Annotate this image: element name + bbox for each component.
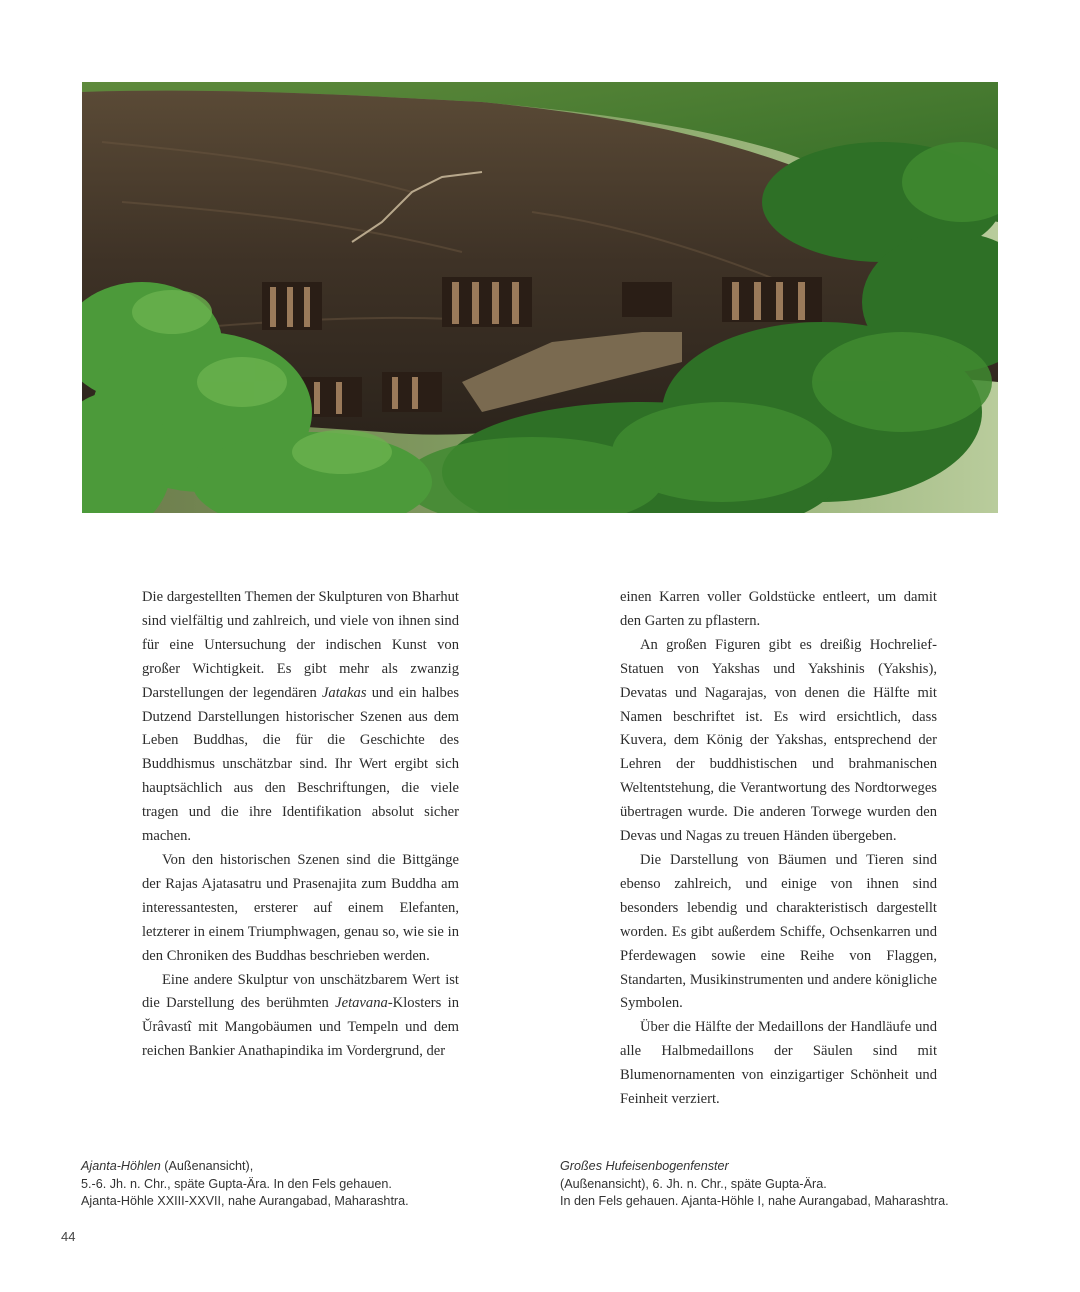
page-number: 44 [61, 1229, 76, 1244]
caption-title: Großes Hufeisenbogenfenster [560, 1159, 729, 1173]
body-text-right-column [620, 586, 937, 1112]
paragraph: Die dargestellten Themen der Skulpturen von Bharhut sind vielfältig und zahlreich, und viele von ihnen sind für eine Untersuchung der indischen Kunst von großer Wichtigkeit. Es gibt mehr als zwanzig Darstellungen der legendären Jatakas und ein halbes Dutzend Darstellungen historischer Szenen aus dem Leben Buddhas, die für die Geschichte des Buddhismus unschätzbar sind. Ihr Wert ergibt sich hauptsächlich aus den Beschriftungen, die viele tragen und die ihre Identifikation absolut sicher machen. [142, 589, 459, 845]
paragraph: Die Darstellung von Bäumen und Tieren sind ebenso zahlreich, und einige von ihnen sind besonders lebendig und charakteristisch dargestellt worden. Es gibt außerdem Schiffe, Ochsenkarren und Pferdewagen sowie eine Reihe von Flaggen, Standarten, Musikinstrumenten und andere königliche Symbolen. [620, 851, 937, 1012]
paragraph: Eine andere Skulptur von unschätzbarem Wert ist die Darstellung des berühmten Jetavana-Klosters in Ŭrâvastî mit Mangobäumen und Tempeln und dem reichen Bankier Anathapindika im Vordergrund, der [142, 971, 459, 1060]
caption-left: Ajanta-Höhlen (Außenansicht), 5.-6. Jh. n. Chr., späte Gupta-Ära. In den Fels gehauen. Ajanta-Höhle XXIII-XXVII, nahe Aurangabad, Maharashtra. [81, 1158, 409, 1211]
paragraph: Von den historischen Szenen sind die Bittgänge der Rajas Ajatasatru und Prasenajita zum Buddha am interessantesten, ersterer auf einem Elefanten, letzterer in einem Triumphwagen, genau so, wie sie in den Chroniken des Buddhas beschrieben werden. [142, 851, 459, 964]
caption-line: Ajanta-Höhle XXIII-XXVII, nahe Aurangabad, Maharashtra. [81, 1194, 409, 1208]
paragraph: An großen Figuren gibt es dreißig Hochrelief-Statuen von Yakshas und Yakshinis (Yakshis), Devatas und Nagarajas, von denen die Hälfte mit Namen beschriftet ist. Es wird ersichtlich, dass Kuvera, dem König der Yakshas, entsprechend der Lehren der buddhistischen und brahmanischen Weltentstehung, die Verantwortung des Nordtorweges übertragen wurde. Die anderen Torwege wurden den Devas und Nagas zu treuen Händen übergeben. [620, 636, 937, 845]
caption-title: Ajanta-Höhlen [81, 1159, 161, 1173]
ajanta-caves-photo [82, 82, 998, 513]
body-text-left-column [142, 586, 459, 1064]
paragraph: Über die Hälfte der Medaillons der Handläufe und alle Halbmedaillons der Säulen sind mit Blumenornamenten von einzigartiger Schönheit und Feinheit verziert. [620, 1019, 937, 1108]
paragraph: einen Karren voller Goldstücke entleert, um damit den Garten zu pflastern. [620, 589, 937, 629]
caption-right [560, 1158, 949, 1211]
caption-line: (Außenansicht), 6. Jh. n. Chr., späte Gupta-Ära. [560, 1176, 827, 1191]
caption-line: In den Fels gehauen. Ajanta-Höhle I, nahe Aurangabad, Maharashtra. [560, 1194, 949, 1208]
caption-line: 5.-6. Jh. n. Chr., späte Gupta-Ära. In den Fels gehauen. [81, 1176, 392, 1191]
